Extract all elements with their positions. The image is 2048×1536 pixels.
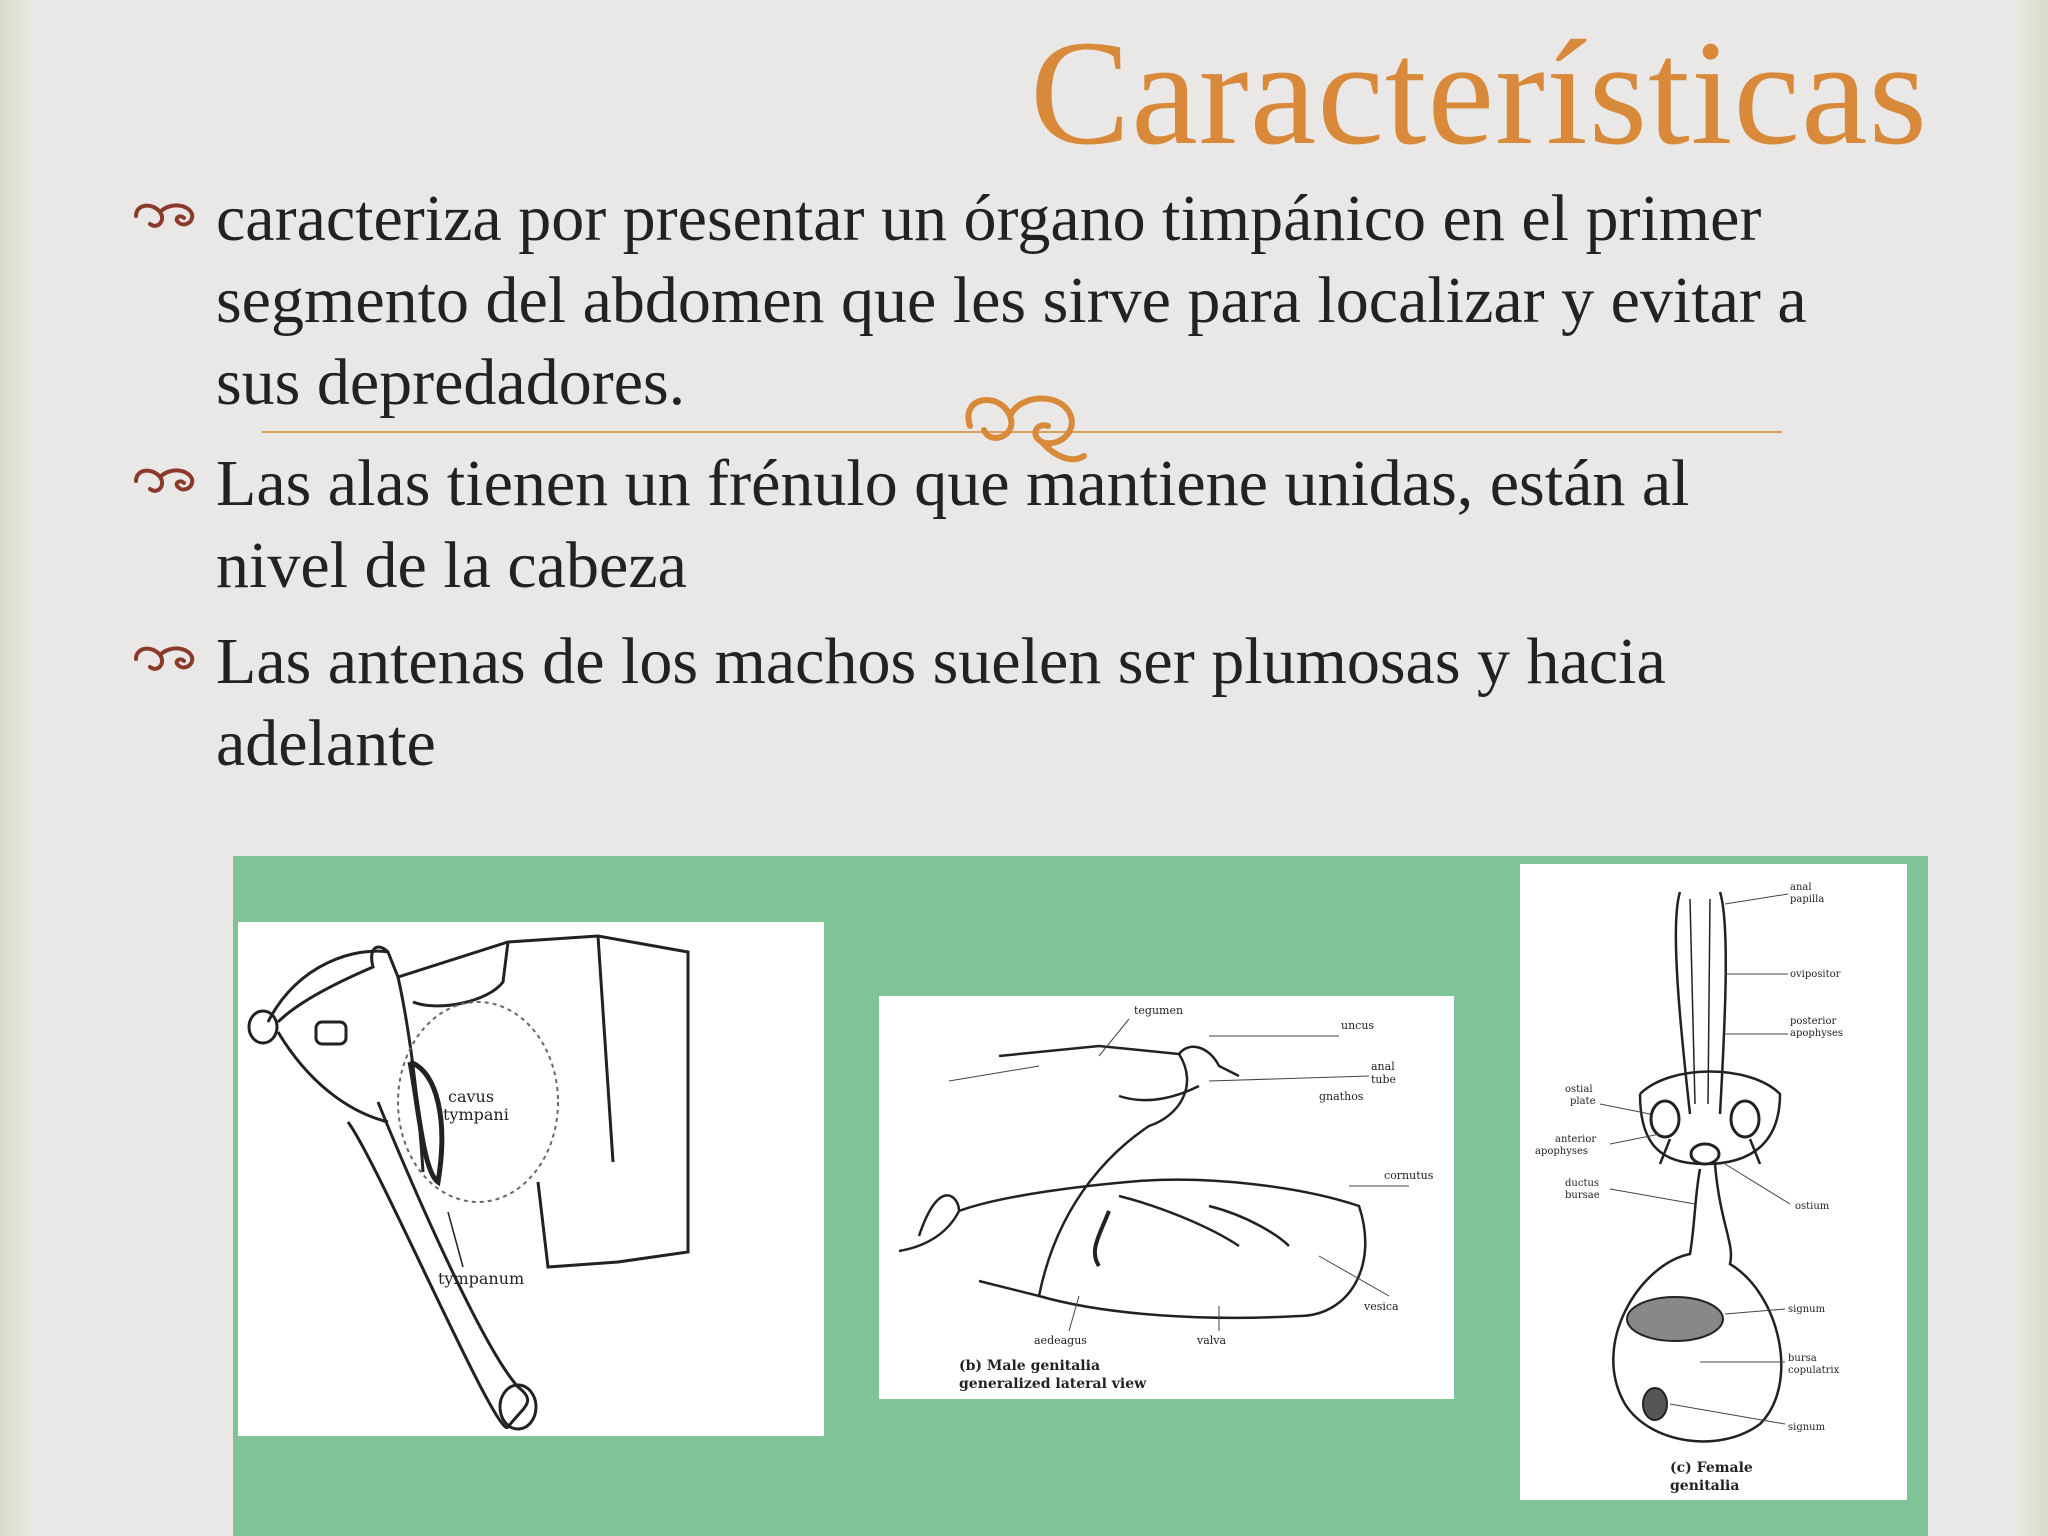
label-ductus: ductus xyxy=(1565,1178,1600,1189)
label-ovipositor: ovipositor xyxy=(1790,969,1841,980)
label-posterior-apophyses: apophyses xyxy=(1790,1028,1844,1039)
label-aedeagus: aedeagus xyxy=(1034,1334,1087,1347)
tympanal-organ-drawing xyxy=(238,922,824,1436)
label-bursae: bursae xyxy=(1565,1190,1600,1201)
female-caption-line1: (c) Female xyxy=(1670,1460,1753,1476)
label-papilla: papilla xyxy=(1790,894,1825,905)
bullet-text-3: Las antenas de los machos suelen ser plumosas y hacia adelante xyxy=(216,625,1666,780)
bullet-text-2: Las alas tienen un frénulo que mantiene unidas, están al nivel de la cabeza xyxy=(216,447,1690,602)
label-tube: tube xyxy=(1371,1073,1397,1086)
label-signum-2: signum xyxy=(1788,1422,1826,1433)
label-vesica: vesica xyxy=(1364,1300,1399,1313)
label-cornutus: cornutus xyxy=(1384,1169,1434,1182)
label-cavus: cavus xyxy=(448,1087,495,1106)
scroll-ornament-icon xyxy=(130,196,200,236)
label-bursa: bursa xyxy=(1788,1353,1817,1364)
label-tympani: tympani xyxy=(443,1105,509,1124)
label-tegumen: tegumen xyxy=(1134,1004,1184,1017)
figure-panel xyxy=(233,856,1928,1536)
label-ostial: ostial xyxy=(1565,1084,1593,1095)
slide-edge-right xyxy=(2018,0,2048,1536)
label-plate: plate xyxy=(1570,1096,1596,1107)
label-uncus: uncus xyxy=(1341,1019,1375,1032)
male-caption-line1: (b) Male genitalia xyxy=(959,1358,1101,1374)
slide-title: Características xyxy=(1030,10,1928,176)
label-anal: anal xyxy=(1790,882,1812,893)
bullet-text-1: caracteriza por presentar un órgano timpánico en el primer segmento del abdomen que les sirve para localizar y evitar a sus depredadores. xyxy=(216,182,1807,419)
male-caption-line2: generalized lateral view xyxy=(959,1376,1147,1392)
figure-tympanal-organ xyxy=(238,922,824,1436)
bullet-item-3 xyxy=(130,621,1830,785)
label-signum: signum xyxy=(1788,1304,1826,1315)
male-genitalia-drawing xyxy=(879,996,1454,1399)
figure-male-genitalia xyxy=(879,996,1454,1399)
figure-female-genitalia xyxy=(1520,864,1907,1500)
label-tympanum: tympanum xyxy=(438,1269,525,1288)
scroll-ornament-icon xyxy=(130,639,200,679)
slide-edge-left xyxy=(0,0,30,1536)
label-anterior-apophyses: apophyses xyxy=(1535,1146,1589,1157)
flourish-ornament-icon xyxy=(950,386,1100,476)
female-genitalia-drawing xyxy=(1520,864,1907,1500)
label-ostium: ostium xyxy=(1795,1201,1830,1212)
scroll-ornament-icon xyxy=(130,461,200,501)
label-gnathos: gnathos xyxy=(1319,1090,1364,1103)
female-caption-line2: genitalia xyxy=(1670,1478,1740,1494)
label-anterior: anterior xyxy=(1555,1134,1597,1145)
label-posterior: posterior xyxy=(1790,1016,1837,1027)
label-valva: valva xyxy=(1197,1334,1227,1347)
label-copulatrix: copulatrix xyxy=(1788,1365,1840,1376)
label-anal: anal xyxy=(1371,1060,1395,1073)
